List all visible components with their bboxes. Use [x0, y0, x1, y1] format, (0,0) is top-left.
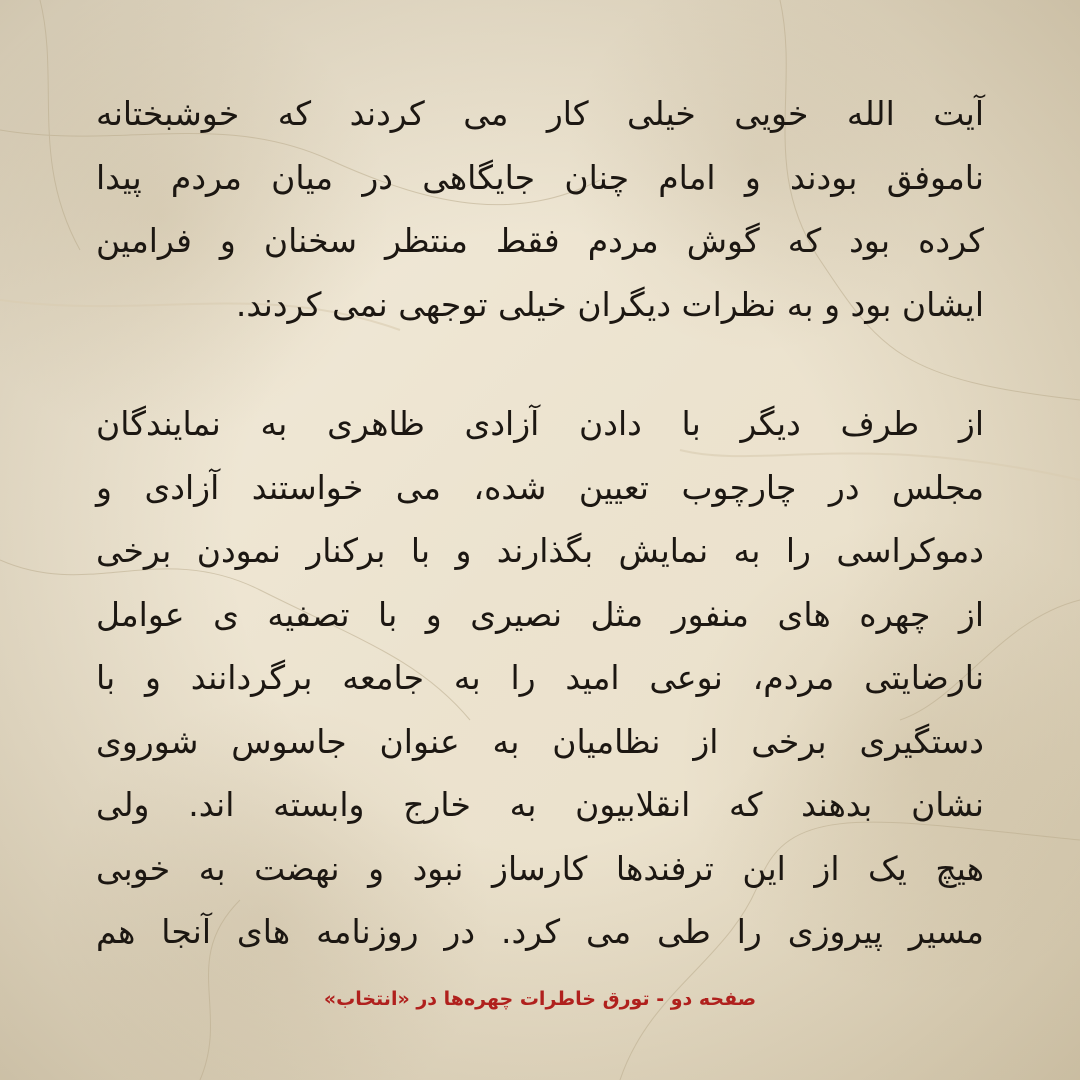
- text-line: ناموفق بودند و امام چنان جایگاهی در میان مردم پیدا: [96, 157, 984, 197]
- paragraph-1: [96, 82, 984, 336]
- text-line: هیچ یک از این ترفندها کارساز نبود و نهضت به خوبی: [96, 848, 984, 888]
- text-line: ایشان بود و به نظرات دیگران خیلی توجهی نمی کردند.: [235, 284, 984, 324]
- text-line: از چهره های منفور مثل نصیری و با تصفیه ی عوامل: [96, 594, 984, 634]
- text-line: کرده بود که گوش مردم فقط منتظر سخنان و فرامین: [96, 221, 984, 260]
- text-line: از طرف دیگر با دادن آزادی ظاهری به نمایندگان: [96, 404, 984, 443]
- paragraph-2: [96, 392, 984, 964]
- memoir-text-page: [96, 82, 984, 964]
- text-line: نشان بدهند که انقلابیون به خارج وابسته اند. ولی: [96, 785, 984, 824]
- text-line: دموکراسی را به نمایش بگذارند و با برکنار نمودن برخی: [96, 531, 984, 570]
- text-line: آیت الله خویی خیلی کار می کردند که خوشبختانه: [96, 94, 984, 133]
- text-line: مجلس در چارچوب تعیین شده، می خواستند آزادی و: [96, 467, 984, 507]
- text-line: مسیر پیروزی را طی می کرد. در روزنامه های آنجا هم: [96, 912, 984, 951]
- text-line: نارضایتی مردم، نوعی امید را به جامعه برگردانند و با: [96, 658, 984, 697]
- text-line: دستگیری برخی از نظامیان به عنوان جاسوس شوروی: [96, 721, 984, 761]
- page-caption: صفحه دو - تورق خاطرات چهره‌ها در «انتخاب»: [323, 988, 757, 1010]
